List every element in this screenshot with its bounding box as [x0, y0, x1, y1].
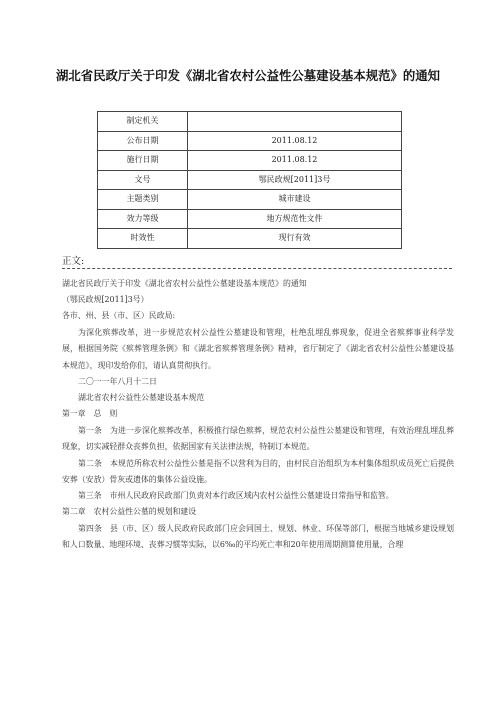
meta-row-doc-number	[98, 170, 402, 190]
meta-row-effective-date	[98, 151, 402, 171]
meta-row-level	[98, 209, 402, 229]
chapter-heading: 第一章 总 则	[62, 409, 118, 418]
document-title: 湖北省民政厅关于印发《湖北省农村公益性公墓建设基本规范》的通知	[55, 68, 441, 83]
meta-value: 鄂民政规[2011]3号	[188, 170, 402, 190]
meta-key: 时效性	[98, 229, 188, 249]
article-paragraph: 第一条 为进一步深化殡葬改革，积极推行绿色殡葬，规范农村公益性公墓建设和管理，有效治理乱埋乱葬现象，切实减轻群众丧葬负担，依据国家有关法律法规，特制订本规范。	[62, 426, 454, 452]
dashed-divider	[62, 268, 452, 269]
meta-key: 文号	[98, 170, 188, 190]
meta-key: 施行日期	[98, 151, 188, 171]
meta-key: 制定机关	[98, 112, 188, 132]
meta-key: 主题类别	[98, 190, 188, 210]
meta-key: 效力等级	[98, 209, 188, 229]
meta-row-issuer	[98, 112, 402, 132]
intro-paragraph: 为深化殡葬改革，进一步规范农村公益性公墓建设和管理，杜绝乱埋乱葬现象，促进全省殡葬事业科学发展，根据国务院《殡葬管理条例》和《湖北省殡葬管理条例》精神，省厅制定了《湖北省农村公益性公墓建设基本规范》，现印发给你们，请认真贯彻执行。	[62, 328, 454, 370]
article-paragraph: 第二条 本规范所称农村公益性公墓是指不以营利为目的，由村民自治组织为本村集体组织成员死亡后提供安葬（安放）骨灰或遗体的集体公益设施。	[62, 459, 454, 485]
date-line: 二〇一一年八月十二日	[78, 377, 157, 386]
meta-value: 2011.08.12	[188, 151, 402, 171]
metadata-table	[97, 111, 402, 249]
doc-number-line: （鄂民政规[2011]3号）	[62, 295, 149, 304]
meta-key: 公布日期	[98, 131, 188, 151]
body-label: 正文:	[62, 256, 85, 267]
meta-row-publish-date	[98, 131, 402, 151]
article-paragraph: 第三条 市州人民政府民政部门负责对本行政区域内农村公益性公墓建设日常指导和监管。	[78, 491, 394, 500]
meta-value: 城市建设	[188, 190, 402, 210]
meta-value	[188, 112, 402, 132]
meta-row-category	[98, 190, 402, 210]
chapter-heading: 第二章 农村公益性公墓的规划和建设	[62, 507, 197, 516]
meta-value: 地方规范性文件	[188, 209, 402, 229]
regulation-title: 湖北省农村公益性公墓建设基本规范	[78, 393, 205, 402]
addressee-line: 各市、州、县（市、区）民政局:	[62, 311, 176, 320]
meta-value: 2011.08.12	[188, 131, 402, 151]
article-paragraph: 第四条 县（市、区）级人民政府民政部门应会同国土、规划、林业、环保等部门，根据当地城乡建设规划和人口数量、地理环境、丧葬习惯等实际，以6‰的平均死亡率和20年使用周期测算使用量，合理	[62, 524, 454, 550]
meta-value: 现行有效	[188, 229, 402, 249]
notice-title-line: 湖北省民政厅关于印发《湖北省农村公益性公墓建设基本规范》的通知	[62, 279, 307, 288]
meta-row-validity	[98, 229, 402, 249]
